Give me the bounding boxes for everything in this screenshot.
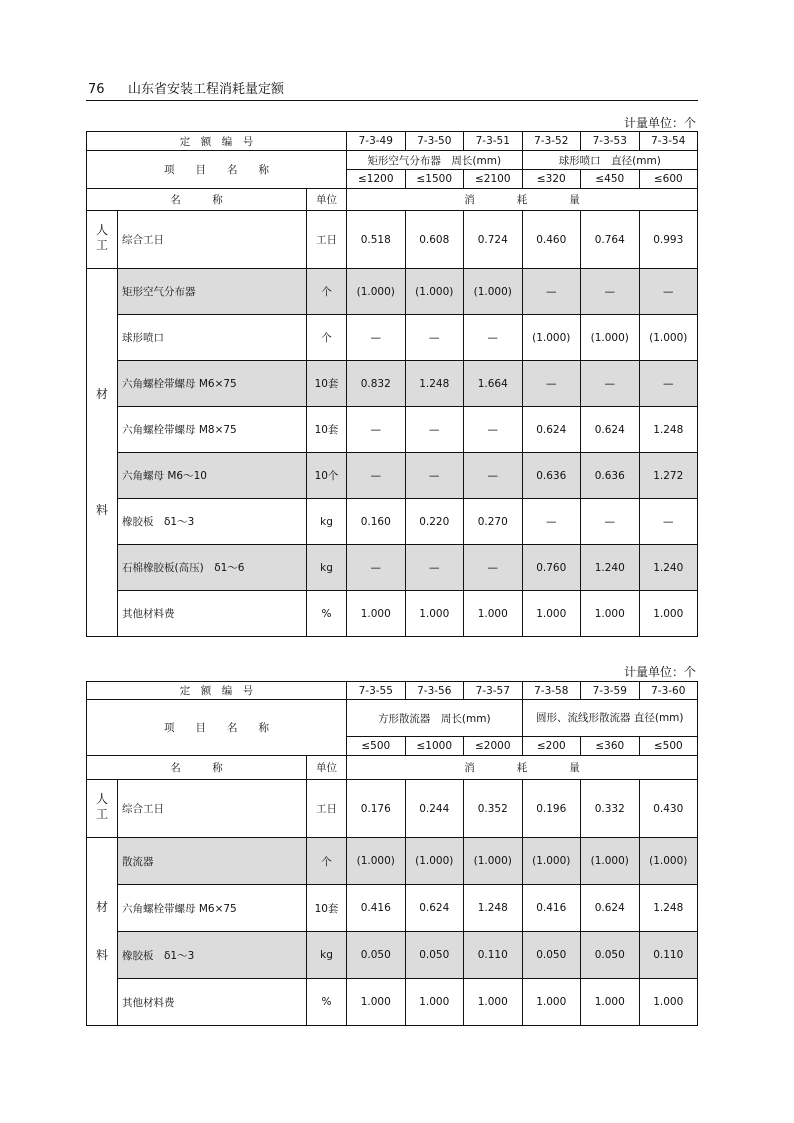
material-value: 0.416 [347, 885, 406, 932]
material-unit: kg [307, 932, 347, 979]
size-spec: ≤600 [639, 170, 698, 189]
column-label-row [87, 756, 698, 780]
material-value: 0.416 [522, 885, 581, 932]
material-value: 0.636 [581, 453, 640, 499]
labor-value: 0.332 [581, 780, 640, 838]
material-value: 1.248 [639, 407, 698, 453]
unit-label: 单位 [307, 756, 347, 780]
material-name: 散流器 [118, 838, 307, 885]
code-row [87, 682, 698, 700]
material-row [87, 838, 698, 885]
material-value: 0.624 [522, 407, 581, 453]
material-value: 0.624 [405, 885, 464, 932]
quota-code: 7-3-57 [464, 682, 523, 700]
labor-name: 综合工日 [118, 211, 307, 269]
labor-unit: 工日 [307, 211, 347, 269]
group-header: 矩形空气分布器 周长(mm) [347, 151, 523, 170]
code-label: 定 额 编 号 [87, 132, 347, 151]
size-spec: ≤200 [522, 737, 581, 756]
material-value: 0.624 [581, 885, 640, 932]
material-value: — [639, 361, 698, 407]
material-value: 1.000 [464, 591, 523, 637]
material-value: 0.050 [522, 932, 581, 979]
quota-code: 7-3-52 [522, 132, 581, 151]
material-value: 1.248 [464, 885, 523, 932]
labor-row [87, 780, 698, 838]
quota-code: 7-3-60 [639, 682, 698, 700]
size-spec: ≤500 [639, 737, 698, 756]
material-value: — [405, 407, 464, 453]
unit-label: 单位 [307, 189, 347, 211]
quota-code: 7-3-50 [405, 132, 464, 151]
quota-code: 7-3-58 [522, 682, 581, 700]
material-row [87, 545, 698, 591]
labor-unit: 工日 [307, 780, 347, 838]
material-value: 1.000 [405, 979, 464, 1026]
material-value: — [405, 315, 464, 361]
material-value: (1.000) [639, 315, 698, 361]
consumption-label: 消 耗 量 [347, 756, 698, 780]
material-value: 1.000 [347, 591, 406, 637]
material-value: (1.000) [464, 838, 523, 885]
material-category-char: 料 [95, 947, 108, 962]
material-value: — [522, 269, 581, 315]
material-unit: 个 [307, 838, 347, 885]
consumption-label: 消 耗 量 [347, 189, 698, 211]
size-spec: ≤360 [581, 737, 640, 756]
material-row [87, 885, 698, 932]
material-value: — [464, 545, 523, 591]
page-number: 76 [88, 82, 105, 97]
material-value: — [464, 453, 523, 499]
material-row [87, 361, 698, 407]
material-value: 1.240 [581, 545, 640, 591]
item-name-label: 项 目 名 称 [87, 700, 347, 756]
material-value: (1.000) [405, 838, 464, 885]
unit-note: 计量单位：个 [623, 116, 696, 130]
column-label-row [87, 189, 698, 211]
size-spec: ≤320 [522, 170, 581, 189]
material-name: 其他材料费 [118, 591, 307, 637]
material-unit: kg [307, 545, 347, 591]
labor-value: 0.724 [464, 211, 523, 269]
group-header: 圆形、流线形散流器 直径(mm) [522, 700, 698, 737]
material-unit: 个 [307, 269, 347, 315]
quota-code: 7-3-59 [581, 682, 640, 700]
material-value: 1.000 [639, 591, 698, 637]
material-row [87, 932, 698, 979]
material-value: 0.050 [405, 932, 464, 979]
material-value: 0.220 [405, 499, 464, 545]
material-value: — [405, 545, 464, 591]
labor-name: 综合工日 [118, 780, 307, 838]
material-value: 0.760 [522, 545, 581, 591]
material-value: (1.000) [522, 838, 581, 885]
material-value: — [581, 499, 640, 545]
material-value: 0.624 [581, 407, 640, 453]
size-spec: ≤1500 [405, 170, 464, 189]
labor-value: 0.244 [405, 780, 464, 838]
material-row [87, 407, 698, 453]
material-value: (1.000) [581, 838, 640, 885]
quota-code: 7-3-54 [639, 132, 698, 151]
labor-category-label: 人工 [96, 792, 109, 822]
material-row [87, 453, 698, 499]
material-value: (1.000) [405, 269, 464, 315]
material-category-char: 材 [95, 900, 108, 915]
material-value: (1.000) [639, 838, 698, 885]
material-value: — [639, 269, 698, 315]
size-spec: ≤2100 [464, 170, 523, 189]
size-spec: ≤450 [581, 170, 640, 189]
material-value: — [522, 361, 581, 407]
item-name-label: 项 目 名 称 [87, 151, 347, 189]
material-value: — [405, 453, 464, 499]
material-value: 0.110 [639, 932, 698, 979]
labor-value: 0.196 [522, 780, 581, 838]
material-unit: % [307, 979, 347, 1026]
material-value: 0.050 [581, 932, 640, 979]
quota-code: 7-3-51 [464, 132, 523, 151]
labor-category [87, 211, 118, 269]
material-unit: 10套 [307, 407, 347, 453]
quota-code: 7-3-49 [347, 132, 406, 151]
material-value: — [464, 315, 523, 361]
material-name: 六角螺栓带螺母 M8×75 [118, 407, 307, 453]
material-category [87, 269, 118, 637]
labor-value: 0.764 [581, 211, 640, 269]
material-value: 1.000 [581, 591, 640, 637]
size-spec: ≤500 [347, 737, 406, 756]
group-row [87, 700, 698, 737]
group-header: 方形散流器 周长(mm) [347, 700, 523, 737]
material-value: 1.000 [639, 979, 698, 1026]
material-value: 1.000 [347, 979, 406, 1026]
material-category-char: 料 [95, 502, 108, 517]
material-value: — [581, 269, 640, 315]
material-value: 0.160 [347, 499, 406, 545]
header-rule [86, 100, 698, 101]
page-header [88, 78, 284, 97]
material-value: (1.000) [581, 315, 640, 361]
material-name: 矩形空气分布器 [118, 269, 307, 315]
material-name: 橡胶板 δ1～3 [118, 932, 307, 979]
labor-value: 0.352 [464, 780, 523, 838]
material-value: — [347, 453, 406, 499]
material-value: 1.248 [639, 885, 698, 932]
material-unit: kg [307, 499, 347, 545]
material-name: 六角螺栓带螺母 M6×75 [118, 361, 307, 407]
size-spec: ≤1200 [347, 170, 406, 189]
material-value: 1.248 [405, 361, 464, 407]
quota-code: 7-3-56 [405, 682, 464, 700]
labor-value: 0.993 [639, 211, 698, 269]
material-value: 0.110 [464, 932, 523, 979]
group-header: 球形喷口 直径(mm) [522, 151, 698, 170]
labor-row [87, 211, 698, 269]
material-unit: 10套 [307, 361, 347, 407]
material-value: (1.000) [347, 838, 406, 885]
material-value: 0.636 [522, 453, 581, 499]
material-row [87, 499, 698, 545]
labor-value: 0.518 [347, 211, 406, 269]
name-label: 名 称 [87, 756, 307, 780]
labor-category-label: 人工 [96, 223, 109, 253]
book-title: 山东省安装工程消耗量定额 [128, 82, 285, 97]
material-name: 橡胶板 δ1～3 [118, 499, 307, 545]
material-row [87, 315, 698, 361]
material-unit: 个 [307, 315, 347, 361]
quota-table [86, 681, 698, 1026]
material-value: — [347, 407, 406, 453]
material-value: 1.000 [522, 591, 581, 637]
code-row [87, 132, 698, 151]
material-value: 1.000 [464, 979, 523, 1026]
size-spec: ≤2000 [464, 737, 523, 756]
material-value: — [581, 361, 640, 407]
material-row [87, 979, 698, 1026]
material-name: 其他材料费 [118, 979, 307, 1026]
material-category [87, 838, 118, 1026]
labor-value: 0.608 [405, 211, 464, 269]
code-label: 定 额 编 号 [87, 682, 347, 700]
material-name: 六角螺母 M6～10 [118, 453, 307, 499]
material-value: 0.050 [347, 932, 406, 979]
quota-code: 7-3-53 [581, 132, 640, 151]
material-value: 0.832 [347, 361, 406, 407]
labor-value: 0.460 [522, 211, 581, 269]
material-unit: 10套 [307, 885, 347, 932]
material-value: 1.000 [581, 979, 640, 1026]
material-value: (1.000) [522, 315, 581, 361]
material-value: 1.664 [464, 361, 523, 407]
material-value: — [347, 315, 406, 361]
quota-table [86, 131, 698, 637]
labor-category [87, 780, 118, 838]
material-value: 1.272 [639, 453, 698, 499]
material-value: 1.000 [405, 591, 464, 637]
material-value: — [464, 407, 523, 453]
material-unit: 10个 [307, 453, 347, 499]
material-value: (1.000) [464, 269, 523, 315]
material-value: 0.270 [464, 499, 523, 545]
material-value: 1.240 [639, 545, 698, 591]
quota-code: 7-3-55 [347, 682, 406, 700]
material-value: (1.000) [347, 269, 406, 315]
material-row [87, 591, 698, 637]
material-name: 球形喷口 [118, 315, 307, 361]
name-label: 名 称 [87, 189, 307, 211]
group-row [87, 151, 698, 170]
material-value: — [522, 499, 581, 545]
material-name: 石棉橡胶板(高压) δ1～6 [118, 545, 307, 591]
labor-value: 0.176 [347, 780, 406, 838]
material-unit: % [307, 591, 347, 637]
material-value: — [639, 499, 698, 545]
material-name: 六角螺栓带螺母 M6×75 [118, 885, 307, 932]
unit-note: 计量单位：个 [623, 665, 696, 679]
labor-value: 0.430 [639, 780, 698, 838]
material-value: 1.000 [522, 979, 581, 1026]
material-value: — [347, 545, 406, 591]
material-row [87, 269, 698, 315]
size-spec: ≤1000 [405, 737, 464, 756]
material-category-char: 材 [95, 387, 108, 402]
